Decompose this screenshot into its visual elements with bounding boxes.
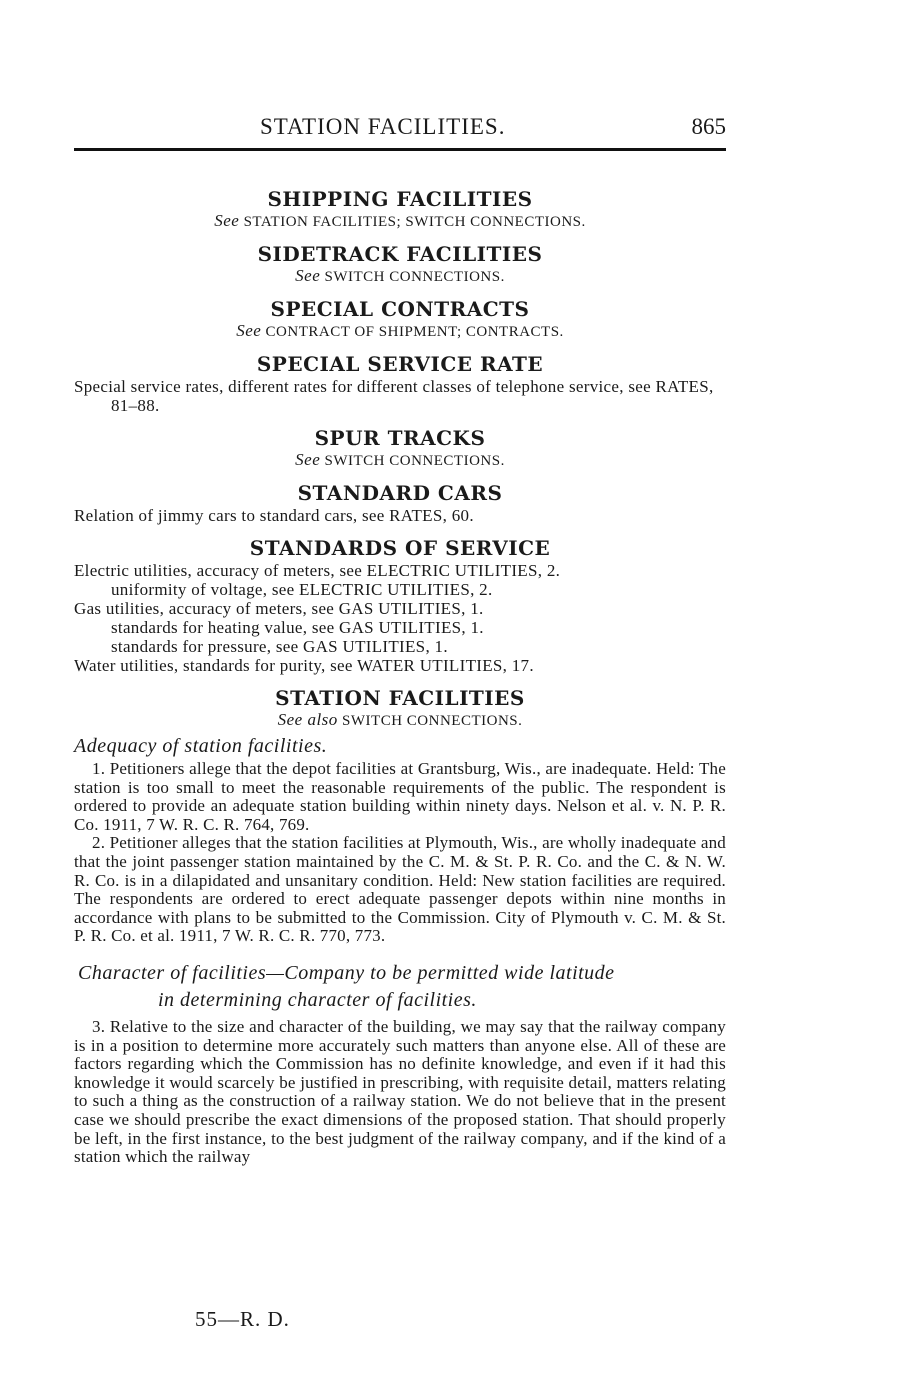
section-special-contracts: [74, 296, 726, 341]
section-heading: STANDARD CARS: [297, 481, 503, 505]
section-special-service-rate: [74, 351, 726, 415]
index-subentry: standards for heating value, see GAS UTILITIES, 1.: [111, 618, 484, 637]
subheading: Adequacy of station facilities.: [74, 735, 328, 757]
index-entry: Special service rates, different rates for different classes of telephone service, see RATES, 81–88.: [74, 377, 714, 415]
index-subentry: uniformity of voltage, see ELECTRIC UTILITIES, 2.: [111, 580, 493, 599]
content: [74, 186, 726, 1167]
section-heading: SHIPPING FACILITIES: [267, 187, 533, 211]
section-heading: SPECIAL CONTRACTS: [270, 297, 530, 321]
running-head: [74, 110, 726, 146]
section-standard-cars: [74, 480, 726, 525]
cross-reference: See SWITCH CONNECTIONS.: [295, 450, 505, 469]
section-standards-of-service: [74, 535, 726, 675]
paragraph-1: 1. Petitioners allege that the depot facilities at Grantsburg, Wis., are inadequate. Held: The station is too small to meet the reasonable requirements of the public. The respondent is ordered to provide an adequate station building within ninety days. Nelson et al. v. N. P. R. Co. 1911, 7 W. R. C. R. 764, 769.: [74, 759, 726, 834]
index-entry: Electric utilities, accuracy of meters, see ELECTRIC UTILITIES, 2.: [74, 561, 561, 580]
subheading: Character of facilities—Company to be permitted wide latitude in determining character of facilities.: [78, 961, 615, 1011]
page: [74, 110, 726, 1167]
section-spur-tracks: [74, 425, 726, 470]
paragraph-2: 2. Petitioner alleges that the station facilities at Plymouth, Wis., are wholly inadequate and that the joint passenger station maintained by the C. M. & St. P. R. Co. and the C. & N. W. R. Co. is in a dilapidated and unsanitary condition. Held: New station facilities are required. The respondents are ordered to erect adequate passenger depots within nine months in accordance with plans to be submitted to the Commission. City of Plymouth v. C. M. & St. P. R. Co. et al. 1911, 7 W. R. C. R. 770, 773.: [74, 833, 726, 946]
index-entry: Relation of jimmy cars to standard cars, see RATES, 60.: [74, 506, 474, 525]
running-title: STATION FACILITIES.: [260, 114, 506, 139]
paragraph-3: 3. Relative to the size and character of the building, we may say that the railway company is in a position to determine more accurately such matters than anyone else. All of these are factors regarding which the Commission has no definite knowledge, and even if it had this knowledge it would scarcely be justified in prescribing, with requisite detail, matters relating to such a thing as the construction of a railway station. We do not believe that in the present case we should prescribe the exact dimensions of the proposed station. That should properly be left, in the first instance, to the best judgment of the railway company, and if the kind of a station which the railway: [74, 1016, 726, 1167]
cross-reference: See SWITCH CONNECTIONS.: [295, 266, 505, 285]
section-heading: SPECIAL SERVICE RATE: [256, 352, 544, 376]
section-heading: STANDARDS OF SERVICE: [249, 536, 551, 560]
signature-mark: 55—R. D.: [195, 1307, 290, 1331]
cross-reference: See STATION FACILITIES; SWITCH CONNECTIONS.: [214, 211, 586, 230]
cross-reference: See CONTRACT OF SHIPMENT; CONTRACTS.: [236, 321, 564, 340]
cross-reference: See also SWITCH CONNECTIONS.: [277, 710, 523, 729]
section-heading: SPUR TRACKS: [314, 426, 486, 450]
section-heading: STATION FACILITIES: [275, 686, 525, 710]
section-station-facilities: [74, 685, 726, 1167]
section-heading: SIDETRACK FACILITIES: [257, 242, 543, 266]
header-rule: [74, 148, 726, 151]
page-number: 865: [691, 114, 726, 139]
index-entry: Gas utilities, accuracy of meters, see GAS UTILITIES, 1.: [74, 599, 484, 618]
index-subentry: standards for pressure, see GAS UTILITIES, 1.: [111, 637, 448, 656]
index-entry: Water utilities, standards for purity, see WATER UTILITIES, 17.: [74, 656, 534, 675]
section-sidetrack-facilities: [74, 241, 726, 286]
section-shipping-facilities: [74, 186, 726, 231]
